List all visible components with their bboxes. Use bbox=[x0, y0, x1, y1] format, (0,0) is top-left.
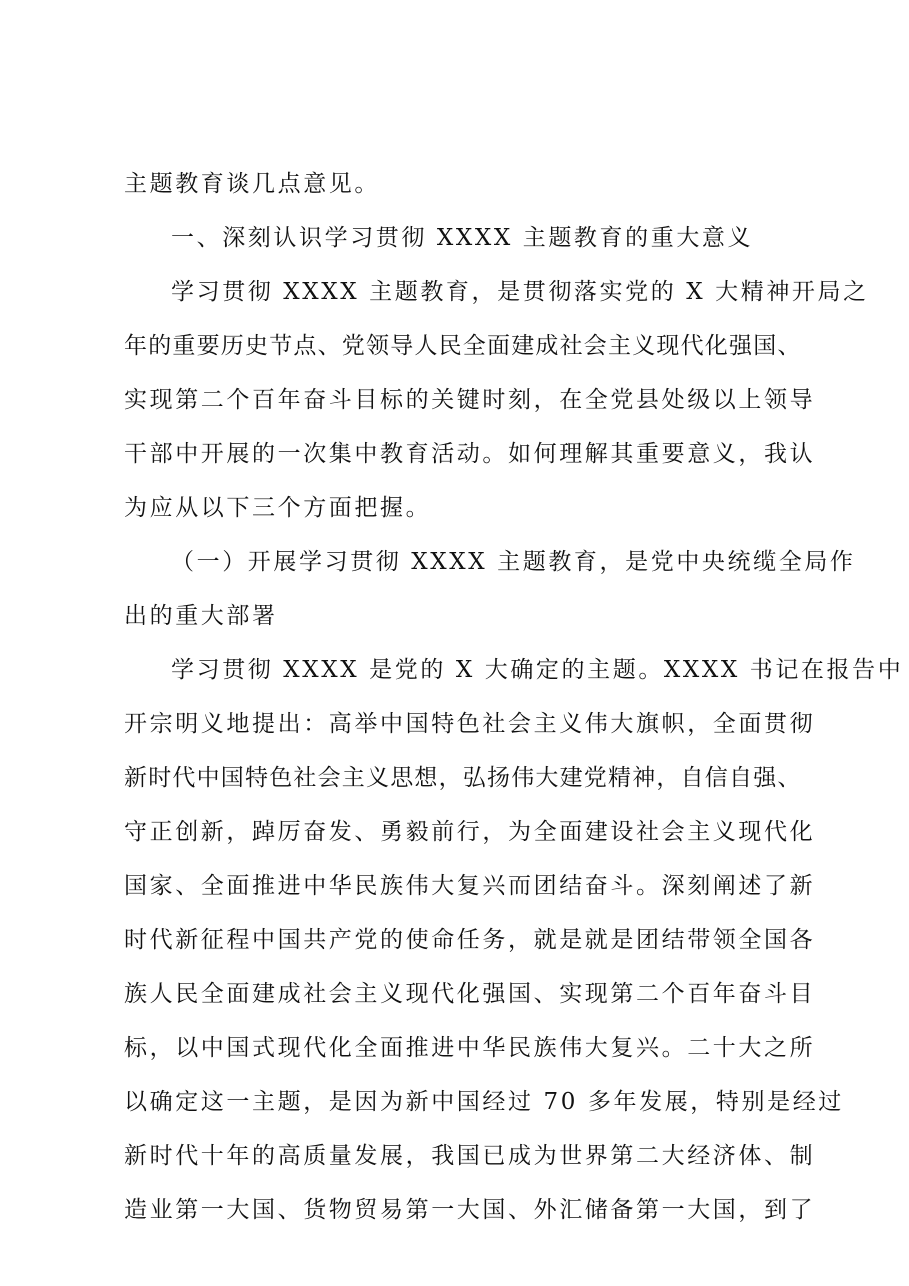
paragraph-line: 新时代十年的高质量发展，我国已成为世界第二大经济体、制 bbox=[124, 1143, 816, 1169]
paragraph-line: 年的重要历史节点、党领导人民全面建成社会主义现代化强国、 bbox=[124, 333, 802, 359]
paragraph-line: 国家、全面推进中华民族伟大复兴而团结奋斗。深刻阐述了新 bbox=[124, 873, 816, 899]
paragraph-line: 学习贯彻 XXXX 是党的 X 大确定的主题。XXXX 书记在报告中 bbox=[171, 657, 904, 683]
paragraph-line: 时代新征程中国共产党的使命任务，就是就是团结带领全国各 bbox=[124, 927, 816, 953]
paragraph-line: 以确定这一主题，是因为新中国经过 70 多年发展，特别是经过 bbox=[124, 1089, 844, 1115]
paragraph-line: 为应从以下三个方面把握。 bbox=[124, 495, 432, 521]
section-heading: 一、深刻认识学习贯彻 XXXX 主题教育的重大意义 bbox=[171, 225, 754, 251]
paragraph-line: 新时代中国特色社会主义思想，弘扬伟大建党精神，自信自强、 bbox=[124, 765, 802, 791]
paragraph-line: 主题教育谈几点意见。 bbox=[124, 171, 380, 197]
paragraph-line: 造业第一大国、货物贸易第一大国、外汇储备第一大国，到了 bbox=[124, 1197, 816, 1223]
subsection-heading: （一）开展学习贯彻 XXXX 主题教育，是党中央统缆全局作 bbox=[171, 549, 856, 575]
paragraph-line: 干部中开展的一次集中教育活动。如何理解其重要意义，我认 bbox=[124, 441, 816, 467]
paragraph-line: 开宗明义地提出：高举中国特色社会主义伟大旗帜，全面贯彻 bbox=[124, 711, 816, 737]
paragraph-line: 学习贯彻 XXXX 主题教育，是贯彻落实党的 X 大精神开局之 bbox=[171, 279, 869, 305]
paragraph-line: 实现第二个百年奋斗目标的关键时刻，在全党县处级以上领导 bbox=[124, 387, 816, 413]
paragraph-line: 标，以中国式现代化全面推进中华民族伟大复兴。二十大之所 bbox=[124, 1035, 816, 1061]
paragraph-line: 守正创新，踔厉奋发、勇毅前行，为全面建设社会主义现代化 bbox=[124, 819, 816, 845]
subsection-heading: 出的重大部署 bbox=[124, 603, 278, 629]
paragraph-line: 族人民全面建成社会主义现代化强国、实现第二个百年奋斗目 bbox=[124, 981, 816, 1007]
